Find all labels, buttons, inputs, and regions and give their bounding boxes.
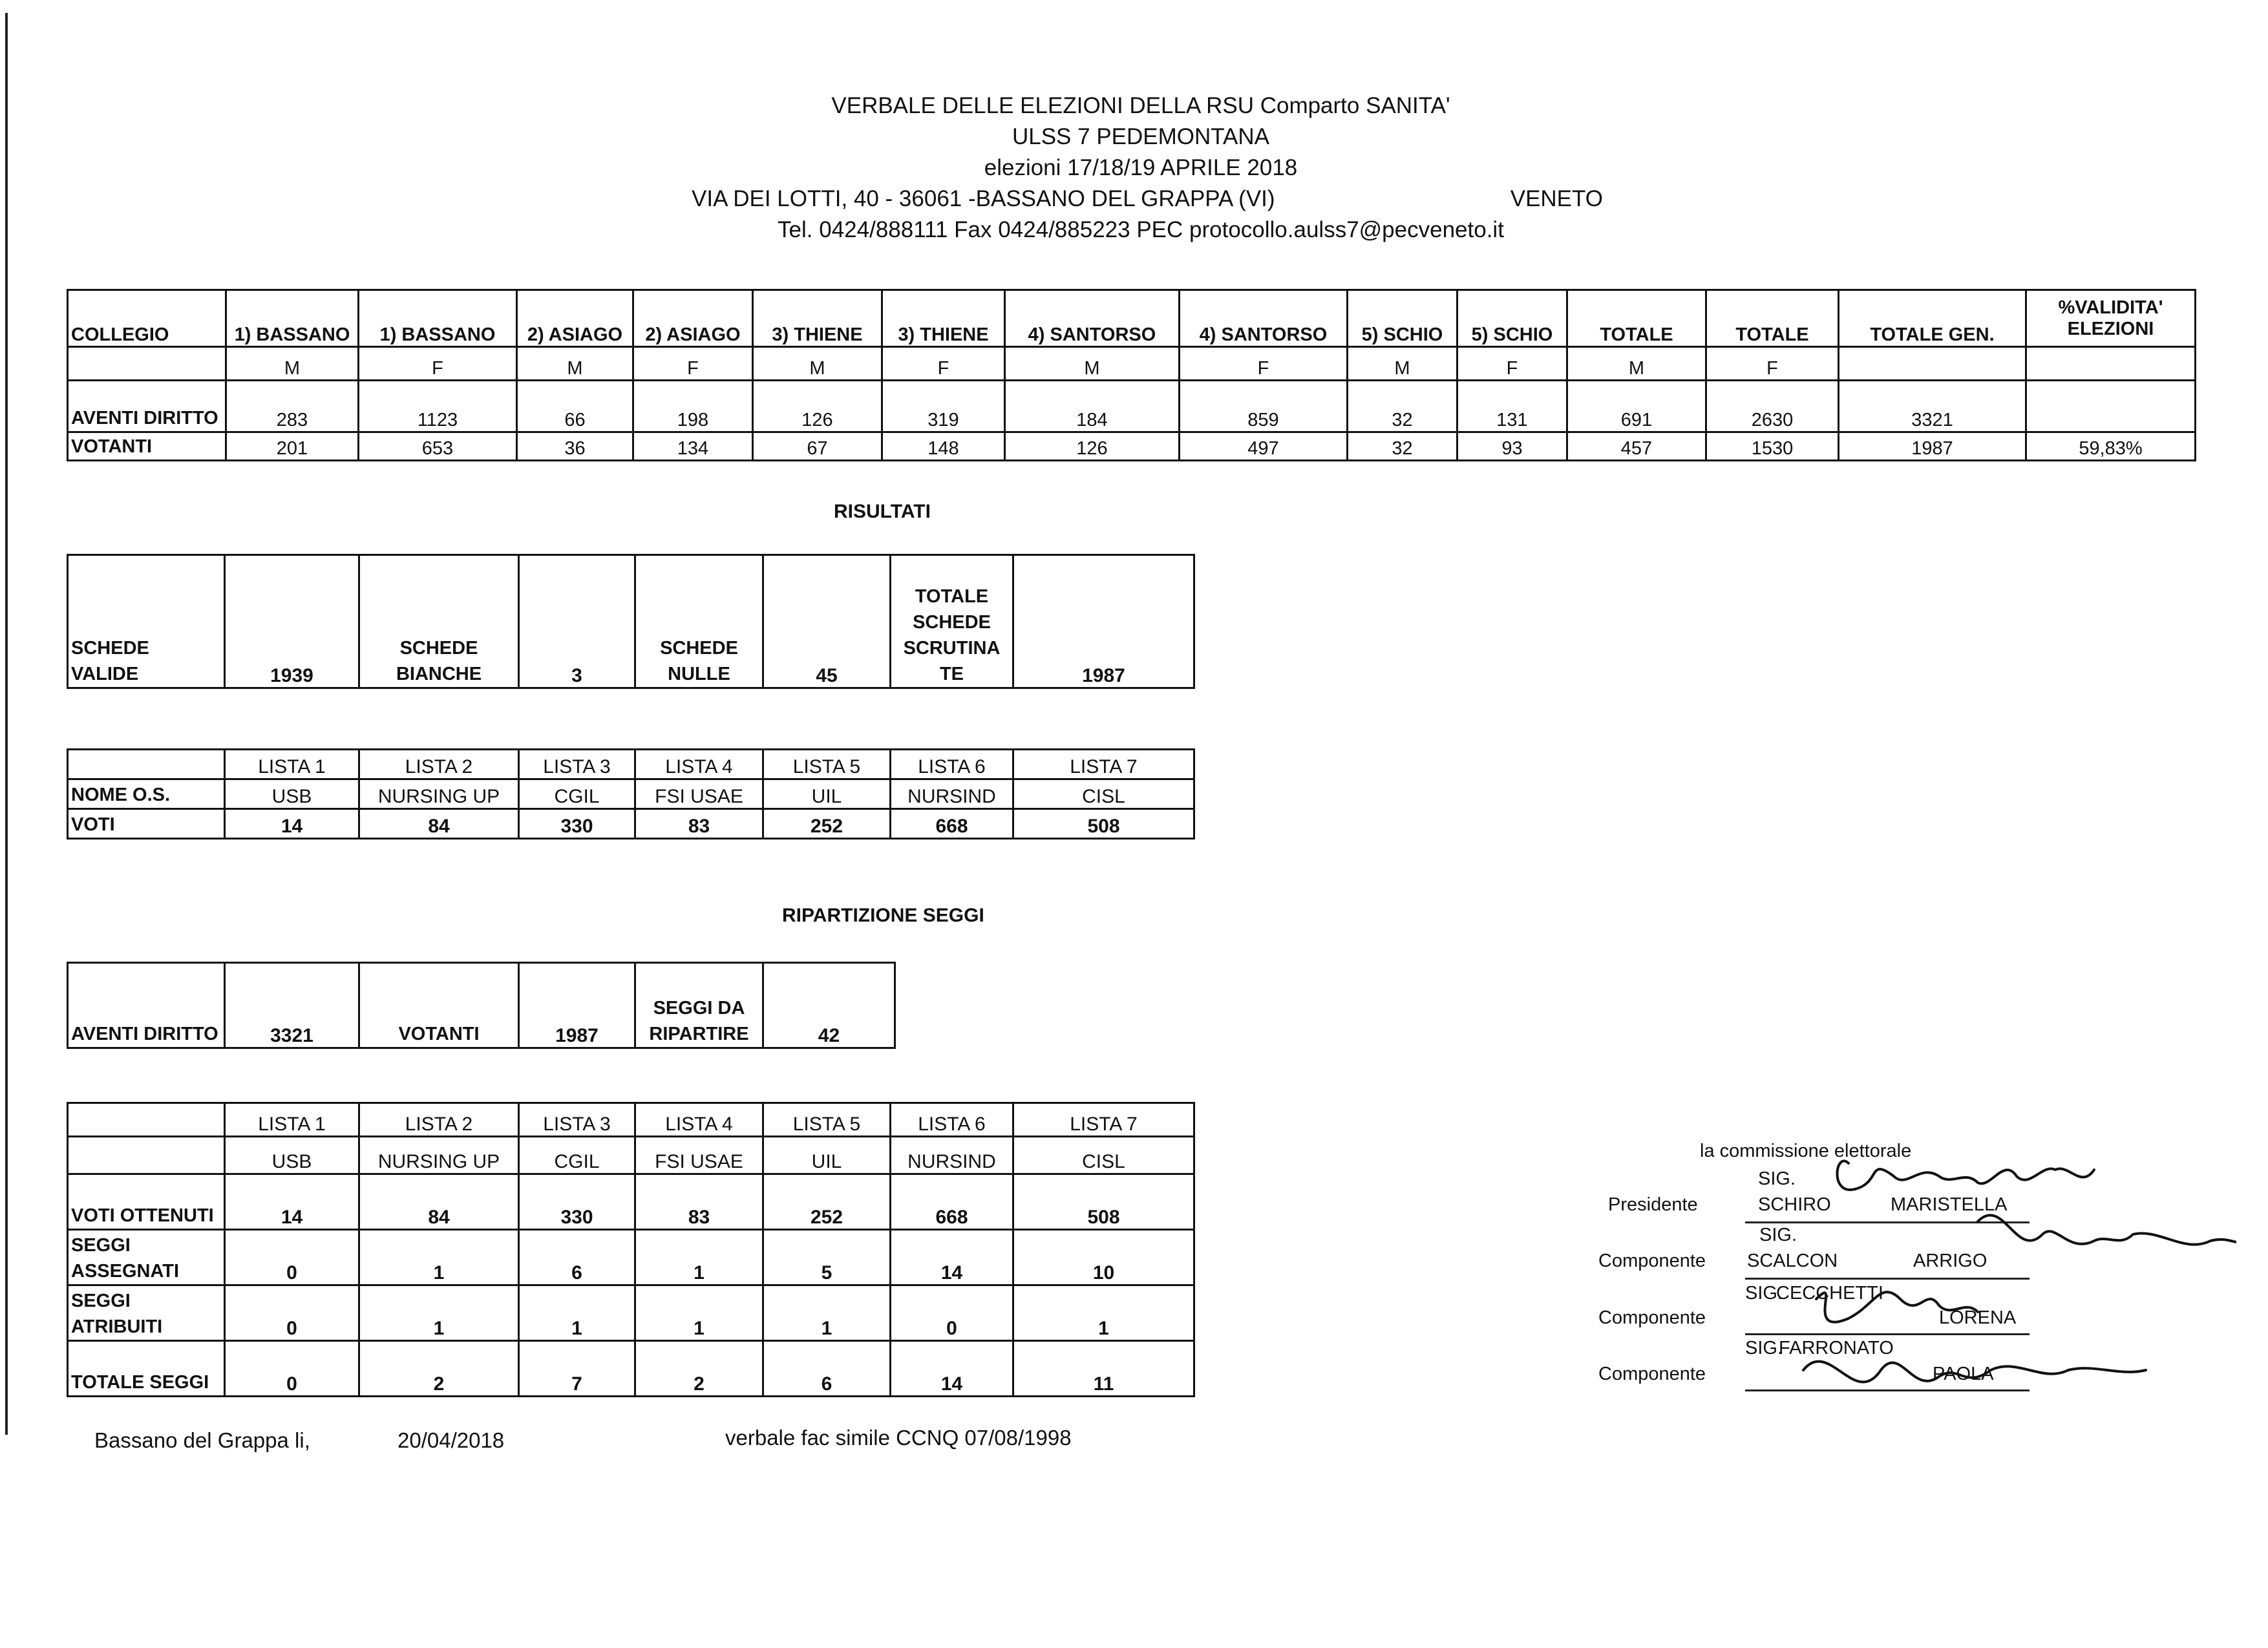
member-role: Componente [1598, 1364, 1706, 1384]
table-cell: 1 [635, 1230, 763, 1285]
liste-table [67, 748, 1195, 840]
empty-cell [68, 1137, 225, 1174]
aventi-diritto-value: 3321 [225, 963, 359, 1048]
table-cell: 508 [1013, 809, 1194, 839]
column-header: 3) THIENE [753, 290, 882, 347]
table-cell: 252 [763, 809, 891, 839]
gender-cell [2026, 347, 2196, 381]
column-header: LISTA 6 [891, 1103, 1013, 1137]
table-cell: 148 [882, 432, 1005, 461]
column-header: LISTA 1 [225, 750, 359, 779]
gender-cell: M [1348, 347, 1457, 381]
gender-cell [1839, 347, 2026, 381]
ripartizione-table [67, 962, 896, 1049]
column-header: TOTALE [1706, 290, 1839, 347]
table-cell: 1123 [359, 381, 517, 432]
seggi-header-row [68, 1103, 1194, 1137]
table-row [68, 432, 2196, 461]
table-cell: 330 [519, 809, 635, 839]
member-surname: SCALCON [1747, 1251, 1838, 1271]
table-cell: CGIL [519, 1137, 635, 1174]
column-header: LISTA 5 [763, 1103, 891, 1137]
table-cell: 0 [225, 1230, 359, 1285]
table-cell: 497 [1180, 432, 1348, 461]
table-cell: NURSIND [891, 1137, 1013, 1174]
column-header: LISTA 4 [635, 750, 763, 779]
table-cell: 1 [763, 1285, 891, 1341]
table-cell: 859 [1180, 381, 1348, 432]
table-cell: 126 [753, 381, 882, 432]
table-cell: USB [225, 1137, 359, 1174]
table-cell: 67 [753, 432, 882, 461]
member-surname: CECCHETTI [1776, 1283, 1883, 1304]
member-sig: SIG. [1759, 1225, 1797, 1245]
member-role: Componente [1598, 1251, 1706, 1271]
table-cell: UIL [763, 779, 891, 809]
header-election-dates: elezioni 17/18/19 APRILE 2018 [984, 155, 1298, 180]
collegi-header-row [68, 290, 2196, 347]
member-name: ARRIGO [1913, 1251, 1987, 1271]
table-cell: 11 [1013, 1341, 1194, 1397]
table-cell [2026, 381, 2196, 432]
ripartizione-title: RIPARTIZIONE SEGGI [782, 905, 984, 926]
column-header: TOTALE GEN. [1839, 290, 2026, 347]
signature-componente-2 [1816, 1292, 1978, 1322]
table-cell: NURSING UP [359, 1137, 519, 1174]
table-cell: 14 [891, 1341, 1013, 1397]
ripartizione-row [68, 963, 895, 1048]
table-cell: 6 [519, 1230, 635, 1285]
table-cell: 1 [359, 1285, 519, 1341]
member-sig: SIG. [1745, 1338, 1783, 1358]
column-header: LISTA 2 [359, 750, 519, 779]
table-cell: 1 [635, 1285, 763, 1341]
column-header: LISTA 3 [519, 1103, 635, 1137]
gender-cell: M [1567, 347, 1706, 381]
table-cell: FSI USAE [635, 1137, 763, 1174]
header-region: VENETO [1510, 186, 1603, 211]
column-header: 4) SANTORSO [1005, 290, 1180, 347]
table-cell: CISL [1013, 1137, 1194, 1174]
schede-nulle-value: 45 [763, 555, 891, 688]
gender-cell: M [517, 347, 633, 381]
gender-cell: F [1706, 347, 1839, 381]
schede-nulle-label: SCHEDE NULLE [635, 555, 763, 688]
gender-cell: F [1180, 347, 1348, 381]
schede-table [67, 554, 1195, 689]
risultati-title: RISULTATI [834, 501, 931, 522]
table-cell: 283 [226, 381, 359, 432]
table-cell: CGIL [519, 779, 635, 809]
table-cell: 330 [519, 1174, 635, 1230]
table-cell: 0 [225, 1341, 359, 1397]
member-surname: FARRONATO [1779, 1338, 1894, 1358]
row-label: NOME O.S. [68, 779, 225, 809]
table-cell: 10 [1013, 1230, 1194, 1285]
column-header: 5) SCHIO [1457, 290, 1567, 347]
schede-bianche-label: SCHEDE BIANCHE [359, 555, 519, 688]
header-organization: ULSS 7 PEDEMONTANA [1012, 124, 1270, 149]
table-cell: 5 [763, 1230, 891, 1285]
column-header: 1) BASSANO [226, 290, 359, 347]
table-cell: 83 [635, 809, 763, 839]
table-cell: 32 [1348, 381, 1457, 432]
empty-cell [68, 750, 225, 779]
table-cell: 508 [1013, 1174, 1194, 1230]
totale-schede-label: TOTALE SCHEDE SCRUTINA TE [891, 555, 1013, 688]
table-cell: UIL [763, 1137, 891, 1174]
table-cell: 14 [225, 1174, 359, 1230]
column-header: 2) ASIAGO [633, 290, 753, 347]
seggi-table [67, 1102, 1195, 1397]
table-cell: NURSIND [891, 779, 1013, 809]
signature-presidente [1838, 1161, 2095, 1190]
member-surname: SCHIRO [1758, 1194, 1831, 1215]
seggi-names-row [68, 1137, 1194, 1174]
member-name: PAOLA [1933, 1364, 1994, 1384]
handwritten-signatures [1706, 1125, 2236, 1422]
table-row [68, 779, 1194, 809]
column-header: LISTA 1 [225, 1103, 359, 1137]
table-row [68, 1230, 1194, 1285]
aventi-diritto-label: AVENTI DIRITTO [68, 963, 225, 1048]
column-header: TOTALE [1567, 290, 1706, 347]
column-header: 3) THIENE [882, 290, 1005, 347]
table-row [68, 381, 2196, 432]
table-cell: 201 [226, 432, 359, 461]
totale-schede-value: 1987 [1013, 555, 1194, 688]
scan-margin-line [5, 13, 8, 1435]
table-cell: 1 [359, 1230, 519, 1285]
table-cell: 134 [633, 432, 753, 461]
table-cell: CISL [1013, 779, 1194, 809]
votanti-value: 1987 [519, 963, 635, 1048]
column-header: LISTA 5 [763, 750, 891, 779]
table-cell: 252 [763, 1174, 891, 1230]
footer-date: 20/04/2018 [397, 1428, 505, 1452]
table-row [68, 1174, 1194, 1230]
table-cell: 83 [635, 1174, 763, 1230]
header-address-row [679, 184, 1603, 215]
table-cell: 653 [359, 432, 517, 461]
table-cell: 6 [763, 1341, 891, 1397]
seggi-da-ripartire-value: 42 [763, 963, 895, 1048]
member-name: LORENA [1939, 1307, 2017, 1328]
column-header: COLLEGIO [68, 290, 226, 347]
table-cell: 1987 [1839, 432, 2026, 461]
row-label: TOTALE SEGGI [68, 1341, 225, 1397]
column-header: LISTA 3 [519, 750, 635, 779]
table-cell: 126 [1005, 432, 1180, 461]
table-cell: 1530 [1706, 432, 1839, 461]
gender-cell: M [226, 347, 359, 381]
seggi-da-ripartire-label: SEGGI DA RIPARTIRE [635, 963, 763, 1048]
table-cell: 0 [225, 1285, 359, 1341]
row-label: SEGGI ASSEGNATI [68, 1230, 225, 1285]
signature-componente-1 [1978, 1215, 2236, 1244]
gender-cell: F [1457, 347, 1567, 381]
table-cell: 32 [1348, 432, 1457, 461]
header-title: VERBALE DELLE ELEZIONI DELLA RSU Comparto SANITA' [831, 93, 1450, 118]
schede-row [68, 555, 1194, 688]
schede-valide-label: SCHEDE VALIDE [68, 555, 225, 688]
gender-cell: F [633, 347, 753, 381]
column-header: 5) SCHIO [1348, 290, 1457, 347]
table-cell: 1 [1013, 1285, 1194, 1341]
gender-cell: F [359, 347, 517, 381]
table-cell: 0 [891, 1285, 1013, 1341]
gender-cell: M [1005, 347, 1180, 381]
empty-cell [68, 1103, 225, 1137]
gender-cell: F [882, 347, 1005, 381]
column-header: LISTA 7 [1013, 1103, 1194, 1137]
column-header: %VALIDITA' ELEZIONI [2026, 290, 2196, 347]
table-cell: 184 [1005, 381, 1180, 432]
gender-cell [68, 347, 226, 381]
table-row [68, 1341, 1194, 1397]
table-cell: 7 [519, 1341, 635, 1397]
collegi-gender-row [68, 347, 2196, 381]
member-name: MARISTELLA [1891, 1194, 2008, 1215]
liste-header-row [68, 750, 1194, 779]
header-address: VIA DEI LOTTI, 40 - 36061 -BASSANO DEL GRAPPA (VI) [692, 186, 1275, 211]
table-cell: 457 [1567, 432, 1706, 461]
column-header: 1) BASSANO [359, 290, 517, 347]
table-cell: 93 [1457, 432, 1567, 461]
schede-valide-value: 1939 [225, 555, 359, 688]
table-cell: 84 [359, 809, 519, 839]
votanti-label: VOTANTI [359, 963, 519, 1048]
schede-bianche-value: 3 [519, 555, 635, 688]
table-cell: 1 [519, 1285, 635, 1341]
member-role: Componente [1598, 1307, 1706, 1328]
table-cell: 319 [882, 381, 1005, 432]
table-cell: 131 [1457, 381, 1567, 432]
table-row [68, 1285, 1194, 1341]
member-role: Presidente [1608, 1194, 1698, 1215]
column-header: 4) SANTORSO [1180, 290, 1348, 347]
column-header: LISTA 4 [635, 1103, 763, 1137]
table-cell: 691 [1567, 381, 1706, 432]
document-header [679, 90, 1603, 246]
member-sig: SIG. [1745, 1283, 1783, 1304]
member-sig: SIG. [1758, 1168, 1796, 1189]
table-cell: 84 [359, 1174, 519, 1230]
column-header: LISTA 2 [359, 1103, 519, 1137]
table-row [68, 809, 1194, 839]
table-cell: 198 [633, 381, 753, 432]
column-header: LISTA 6 [891, 750, 1013, 779]
table-cell: 36 [517, 432, 633, 461]
footer-note: verbale fac simile CCNQ 07/08/1998 [725, 1426, 1072, 1450]
table-cell: 14 [891, 1230, 1013, 1285]
signature-componente-3 [1803, 1362, 2146, 1382]
row-label: VOTI OTTENUTI [68, 1174, 225, 1230]
table-cell: 2 [635, 1341, 763, 1397]
table-cell: USB [225, 779, 359, 809]
header-contacts: Tel. 0424/888111 Fax 0424/885223 PEC protocollo.aulss7@pecveneto.it [778, 217, 1504, 242]
gender-cell: M [753, 347, 882, 381]
table-cell: 3321 [1839, 381, 2026, 432]
table-cell: 2 [359, 1341, 519, 1397]
row-label: VOTANTI [68, 432, 226, 461]
table-cell: FSI USAE [635, 779, 763, 809]
table-cell: 59,83% [2026, 432, 2196, 461]
table-cell: 668 [891, 1174, 1013, 1230]
table-cell: 2630 [1706, 381, 1839, 432]
table-cell: 668 [891, 809, 1013, 839]
row-label: SEGGI ATRIBUITI [68, 1285, 225, 1341]
table-cell: 14 [225, 809, 359, 839]
row-label: AVENTI DIRITTO [68, 381, 226, 432]
collegi-table [67, 289, 2196, 461]
table-cell: 66 [517, 381, 633, 432]
column-header: 2) ASIAGO [517, 290, 633, 347]
footer-place: Bassano del Grappa li, [94, 1428, 310, 1452]
table-cell: NURSING UP [359, 779, 519, 809]
commissione-title: la commissione elettorale [1700, 1141, 1912, 1161]
column-header: LISTA 7 [1013, 750, 1194, 779]
row-label: VOTI [68, 809, 225, 839]
